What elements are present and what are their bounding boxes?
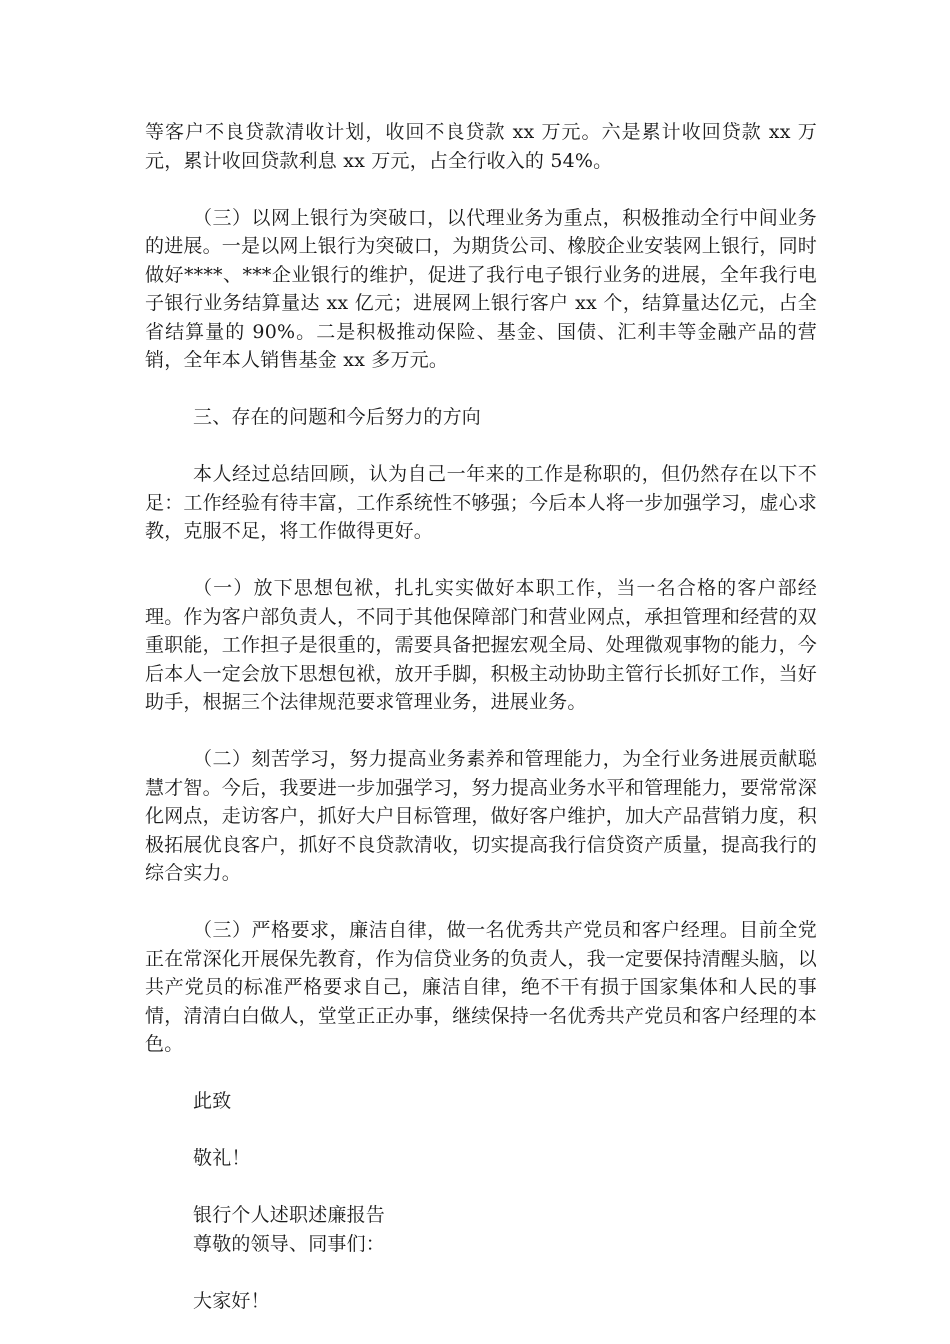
next-report-title: 银行个人述职述廉报告 (193, 1204, 386, 1226)
document-page (145, 118, 817, 1344)
paragraph-7: （三）严格要求，廉洁自律，做一名优秀共产党员和客户经理。目前全党正在常深化开展保先教育，作为信贷业务的负责人，我一定要保持清醒头脑，以共产党员的标准严格要求自己，廉洁自律，绝不干有损于国家集体和人民的事情，清清白白做人，堂堂正正办事，继续保持一名优秀共产党员和客户经理的本色。 (145, 919, 818, 1055)
paragraph-1: 等客户不良贷款清收计划，收回不良贷款 xx 万元。六是累计收回贷款 xx 万元，累计收回贷款利息 xx 万元，占全行收入的 54%。 (145, 121, 817, 172)
hello-line: 大家好！ (193, 1289, 270, 1312)
closing-respect: 敬礼！ (193, 1147, 251, 1169)
greeting-line: 尊敬的领导、同事们： (193, 1232, 386, 1255)
paragraph-2: （三）以网上银行为突破口，以代理业务为重点，积极推动全行中间业务的进展。一是以网上银行为突破口，为期货公司、橡胶企业安装网上银行，同时做好****、***企业银行的维护，促进了我行电子银行业务的进展，全年我行电子银行业务结算量达 xx 亿元；进展网上银行客户 xx 个，结算量达亿元，占全省结算量的 90%。二是积极推动保险、基金、国债、汇利丰等金融产品的营销，全年本人销售基金 xx 多万元。 (145, 206, 818, 371)
paragraph-4: 本人经过总结回顾，认为自己一年来的工作是称职的，但仍然存在以下不足：工作经验有待丰富，工作系统性不够强；今后本人将一步加强学习，虚心求教，克服不足，将工作做得更好。 (145, 463, 818, 542)
section-heading: 三、存在的问题和今后努力的方向 (193, 406, 482, 428)
paragraph-5: （一）放下思想包袱，扎扎实实做好本职工作，当一名合格的客户部经理。作为客户部负责人，不同于其他保障部门和营业网点，承担管理和经营的双重职能，工作担子是很重的，需要具备把握宏观全局、处理微观事物的能力，今后本人一定会放下思想包袱，放开手脚，积极主动协助主管行长抓好工作，当好助手，根据三个法律规范要求管理业务，进展业务。 (145, 577, 818, 713)
closing-salute: 此致 (193, 1090, 232, 1112)
paragraph-6: （二）刻苦学习，努力提高业务素养和管理能力，为全行业务进展贡献聪慧才智。今后，我要进一步加强学习，努力提高业务水平和管理能力，要常常深化网点，走访客户，抓好大户目标管理，做好客户维护，加大产品营销力度，积极拓展优良客户，抓好不良贷款清收，切实提高我行信贷资产质量，提高我行的综合实力。 (145, 748, 818, 884)
